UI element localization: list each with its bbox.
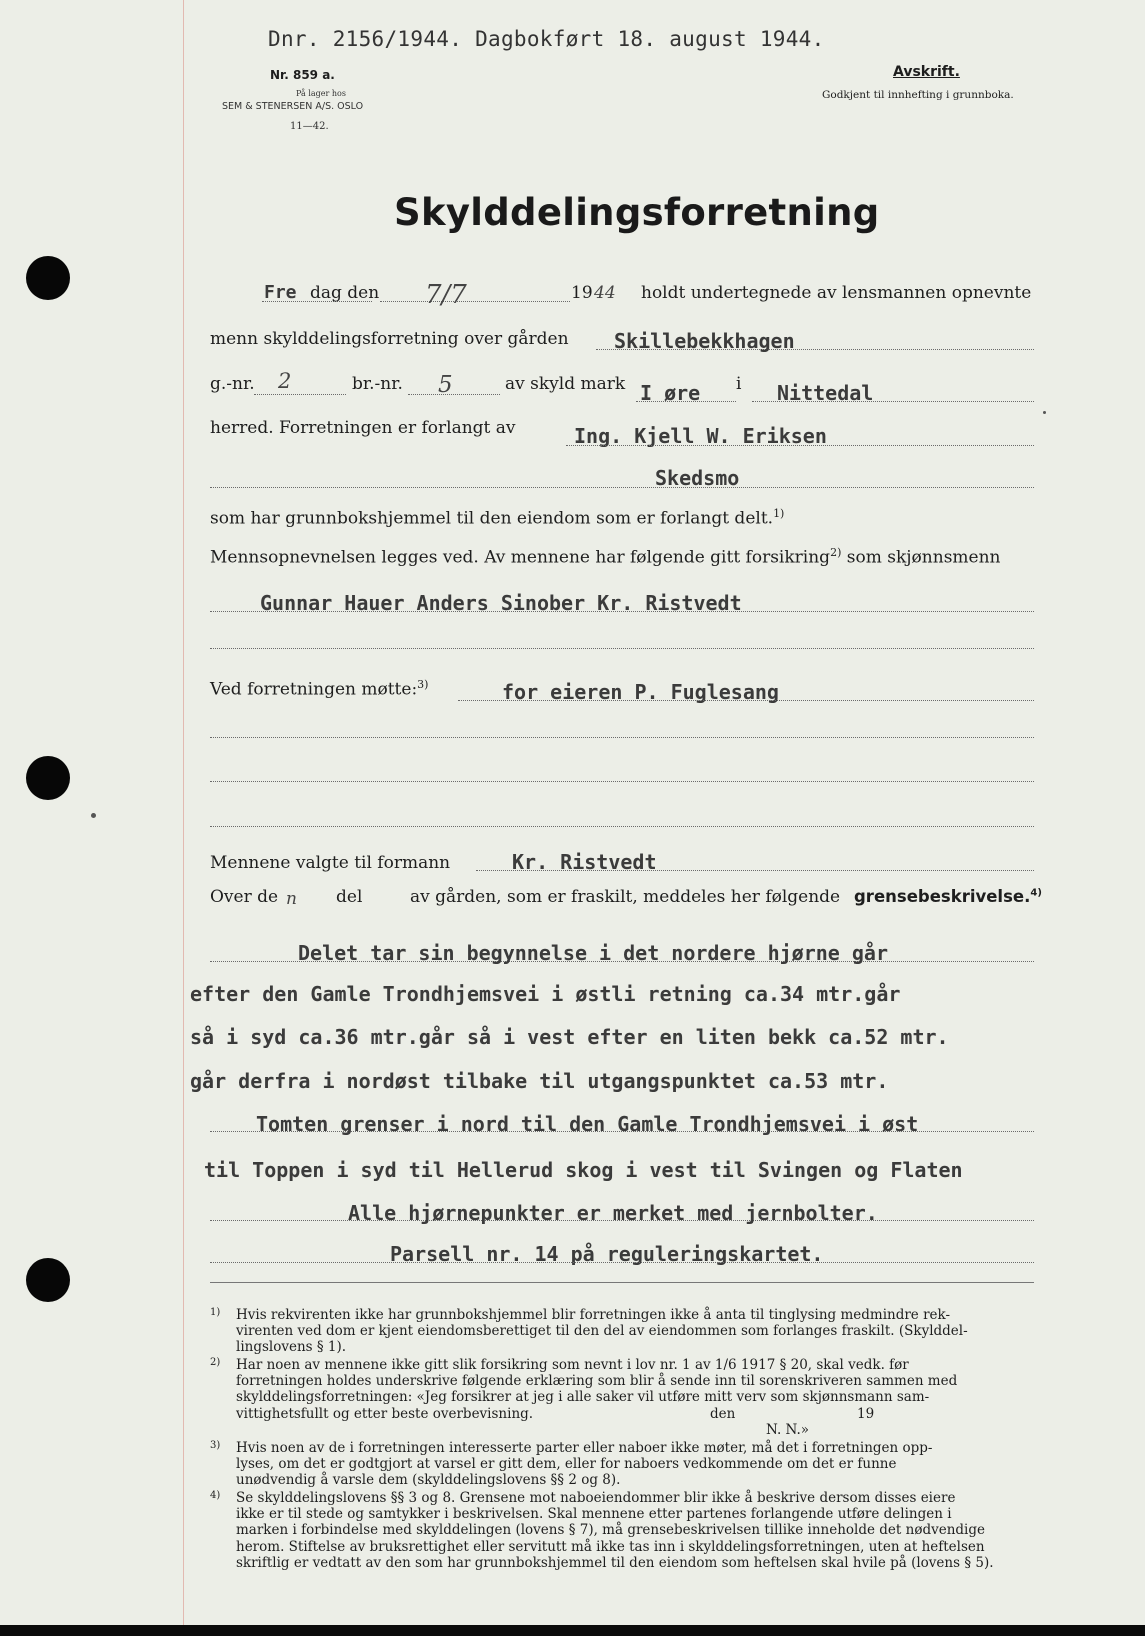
dotted-line — [210, 781, 1034, 782]
boundary-label: grensebeskrivelse.$^{4)}$ — [854, 887, 1042, 906]
chair-label: Mennene valgte til formann — [210, 853, 451, 873]
mennsop-text: Mennsopnevnelsen legges ved. Av mennene har følgende gitt forsikring$^{2)}$ som skjønnsmenn — [210, 546, 1001, 568]
description-line-2: efter den Gamle Trondhjemsvei i østli retning ca.34 mtr.går — [190, 982, 901, 1006]
dotted-line — [210, 648, 1034, 649]
dotted-line — [476, 870, 1034, 871]
printer-line-1: På lager hos — [296, 89, 346, 98]
footnote-2-den: den — [710, 1406, 736, 1422]
requester-place: Skedsmo — [655, 466, 740, 490]
footnote-2-number: 2) — [210, 1357, 221, 1368]
punch-hole-bottom — [26, 1258, 70, 1302]
date-value: 7/7 — [425, 280, 467, 310]
bnr-label: br.-nr. — [352, 374, 403, 394]
footnote-4-number: 4) — [210, 1490, 221, 1501]
gnr-label: g.-nr. — [210, 374, 255, 394]
footnote-2-year: 19 — [857, 1406, 875, 1422]
over-text-1: Over de — [210, 887, 279, 907]
i-label: i — [736, 374, 742, 394]
speck — [1043, 411, 1046, 414]
day-label: dag den — [310, 283, 380, 303]
footnote-2-signature: N. N.» — [766, 1422, 810, 1438]
description-line-1: Delet tar sin begynnelse i det nordere hjørne går — [298, 941, 889, 965]
description-line-8: Parsell nr. 14 på reguleringskartet. — [390, 1242, 824, 1266]
year-prefix: 19 — [571, 283, 593, 303]
footnote-2: Har noen av mennene ikke gitt slik forsikring som nevnt i lov nr. 1 av 1/6 1917 § 20, skal vedk. før forretningen holdes underskrive følgende erklæring som blir å sende inn til sorenskriveren sammen med skylddelingsforretningen: «Jeg forsikrer at jeg i alle saker vil utføre mitt verv som skjønnsmann sam- vittighetsfullt og etter beste overbevisning. — [236, 1357, 958, 1422]
printer-line-2: SEM & STENERSEN A/S. OSLO — [222, 101, 364, 112]
held-text: holdt undertegnede av lensmannen opnevnte — [641, 283, 1032, 303]
description-line-3: så i syd ca.36 mtr.går så i vest efter en liten bekk ca.52 mtr. — [190, 1025, 949, 1049]
footnote-3-number: 3) — [210, 1440, 221, 1451]
dotted-line — [254, 394, 346, 395]
margin-line — [183, 0, 184, 1625]
year-value: 44 — [594, 283, 616, 303]
dotted-line — [408, 394, 500, 395]
skyld-value: I øre — [640, 381, 701, 405]
footnote-1-number: 1) — [210, 1307, 221, 1318]
footnote-4: Se skylddelingslovens §§ 3 og 8. Grensene mot naboeiendommer blir ikke å beskrive dersom disses eiere ikke er til stede og samtykker i beskrivelsen. Skal mennene etter partenes forlangende utføre delingen i marken i forbindelse med skylddelingen (lovens § 7), må grensebeskrivelsen tillike inneholde det nødvendige herom. Stiftelse av bruksrettighet eller servitutt må ikke tas inn i skylddelingsforretningen, uten at heftelsen skriftlig er vedtatt av den som har grunnbokshjemmel til den eiendom som heftelsen skal hvile på (lovens § 5). — [236, 1490, 994, 1571]
approval-note: Godkjent til innhefting i grunnboka. — [822, 89, 1014, 101]
skyld-label: av skyld mark — [505, 374, 626, 394]
copy-label: Avskrift. — [893, 64, 960, 80]
attended-value: for eieren P. Fuglesang — [502, 680, 779, 704]
description-line-4: går derfra i nordøst tilbake til utgangspunktet ca.53 mtr. — [190, 1069, 889, 1093]
dotted-line — [210, 826, 1034, 827]
form-number: Nr. 859 a. — [270, 68, 335, 82]
appraisers: Gunnar Hauer Anders Sinober Kr. Ristvedt — [260, 591, 742, 615]
dotted-line — [210, 611, 1034, 612]
farm-name: Skillebekkhagen — [614, 329, 795, 353]
herred-text: herred. Forretningen er forlangt av — [210, 418, 516, 438]
dotted-line — [210, 1262, 1034, 1263]
municipality: Nittedal — [777, 381, 874, 405]
over-text-2: del — [336, 887, 363, 907]
chair-value: Kr. Ristvedt — [512, 850, 657, 874]
journal-line: Dnr. 2156/1944. Dagbokført 18. august 1944. — [268, 27, 825, 51]
dotted-line — [636, 401, 736, 402]
over-fill: n — [286, 889, 297, 909]
requester: Ing. Kjell W. Eriksen — [574, 424, 827, 448]
footnote-3: Hvis noen av de i forretningen interesserte parter eller naboer ikke møter, må det i forretningen opp- lyses, om det er godtgjort at varsel er gitt dem, eller for naboers vedkommende om det er funne unødvendig å varsle dem (skylddelingslovens §§ 2 og 8). — [236, 1440, 933, 1489]
hjemmel-text: som har grunnbokshjemmel til den eiendom som er forlangt delt.$^{1)}$ — [210, 507, 785, 529]
description-line-5: Tomten grenser i nord til den Gamle Trondhjemsvei i øst — [256, 1112, 919, 1136]
dotted-line — [458, 700, 1034, 701]
description-line-7: Alle hjørnepunkter er merket med jernbolter. — [348, 1201, 878, 1225]
dotted-line — [380, 301, 570, 302]
attended-label: Ved forretningen møtte:$^{3)}$ — [210, 678, 429, 700]
print-date: 11—42. — [290, 121, 329, 132]
description-line-6: til Toppen i syd til Hellerud skog i vest til Svingen og Flaten — [204, 1158, 963, 1182]
men-text: menn skylddelingsforretning over gården — [210, 329, 569, 349]
speck — [91, 813, 96, 818]
over-text-3: av gården, som er fraskilt, meddeles her følgende — [410, 887, 841, 907]
dotted-line — [210, 737, 1034, 738]
day-prefix: Fre — [264, 282, 297, 303]
bnr-value: 5 — [438, 372, 453, 398]
footnote-separator — [210, 1282, 1034, 1283]
punch-hole-top — [26, 256, 70, 300]
dotted-line — [752, 401, 1034, 402]
document-title: Skylddelingsforretning — [394, 191, 880, 234]
gnr-value: 2 — [278, 369, 292, 393]
dotted-line — [210, 487, 1034, 488]
dotted-line — [566, 445, 1034, 446]
punch-hole-middle — [26, 756, 70, 800]
footnote-1: Hvis rekvirenten ikke har grunnbokshjemmel blir forretningen ikke å anta til tinglysing medmindre rek- virenten ved dom er kjent eiendomsberettiget til den del av eiendommen som forlanges fraskilt. (Skylddel- lingslovens § 1). — [236, 1307, 968, 1356]
